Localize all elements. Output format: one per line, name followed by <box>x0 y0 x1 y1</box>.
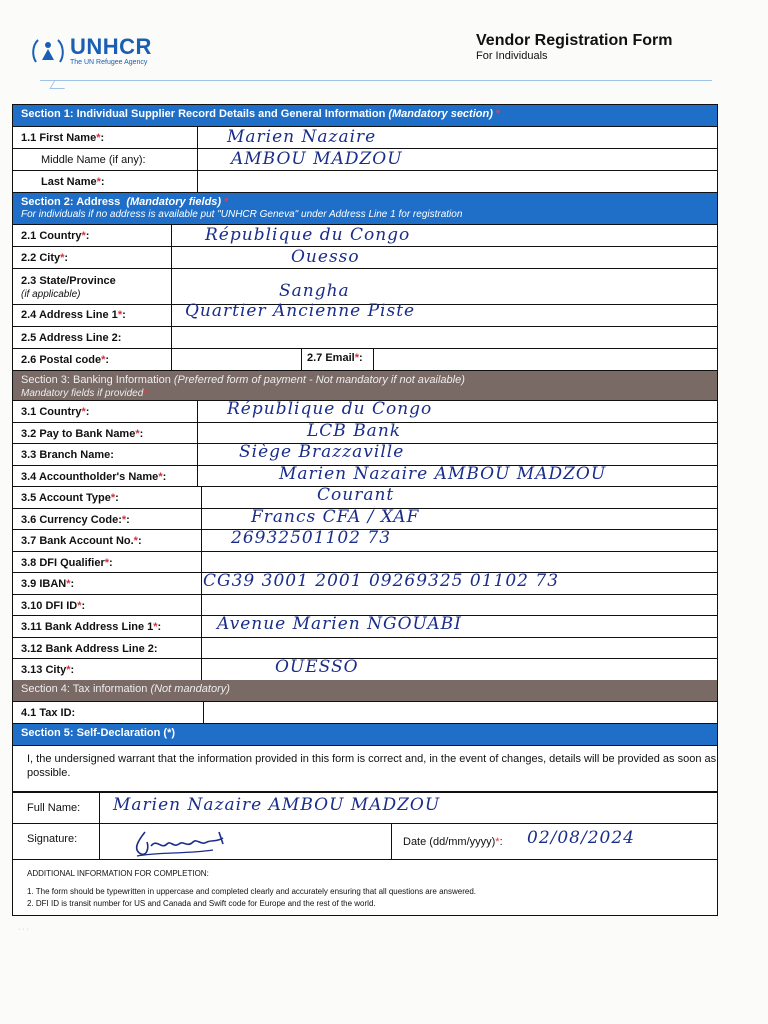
signature-mark <box>127 828 247 858</box>
logo-tagline: The UN Refugee Agency <box>70 59 148 66</box>
bank-field-value[interactable]: CG39 3001 2001 09269325 01102 73 <box>203 571 560 591</box>
middle-name-row <box>13 149 717 171</box>
scan-stamp: · · · <box>18 926 29 933</box>
logo-name: UNHCR <box>70 34 152 59</box>
bank-field-label-text: 3.7 Bank Account No. <box>21 535 134 547</box>
bank-field-label: 3.9 IBAN*: <box>21 578 75 590</box>
bank-field-label-text: 3.9 IBAN <box>21 578 67 590</box>
city-row: 2.2 City*: Ouesso <box>13 247 717 269</box>
additional-note-2: 2. DFI ID is transit number for US and Canada and Swift code for Europe and the rest of the world. <box>27 899 376 908</box>
bank-field-label: 3.6 Currency Code:*: <box>21 513 130 526</box>
bank-field-label: 3.5 Account Type*: <box>21 492 119 504</box>
header-notch <box>49 80 69 89</box>
additional-info <box>13 860 717 916</box>
bank-row <box>13 506 717 531</box>
header-divider <box>40 80 712 81</box>
section4-title-note: (Not mandatory) <box>150 683 230 695</box>
bank-field-value[interactable]: Siège Brazzaville <box>239 442 405 462</box>
first-name-label: 1.1 First Name <box>21 132 97 144</box>
bank-field-label-text: 3.8 DFI Qualifier <box>21 556 105 569</box>
state-row <box>13 269 717 305</box>
section2-note: For individuals if no address is available put "UNHCR Geneva" under Address Line 1 for registration <box>21 209 463 220</box>
bank-field-label: 3.7 Bank Account No.*: <box>21 535 142 547</box>
section2-title-note: (Mandatory fields) <box>126 196 222 208</box>
bank-field-label-text: 3.5 Account Type <box>21 492 111 504</box>
last-name-label: Last Name <box>41 176 97 188</box>
first-name-field[interactable]: Marien Nazaire <box>227 127 377 147</box>
form-title: Vendor Registration Form <box>476 32 673 49</box>
bank-row <box>13 463 717 488</box>
bank-field-label <box>21 643 158 655</box>
signature-label: Signature: <box>27 833 78 845</box>
bank-field-label-text: 3.11 Bank Address Line 1 <box>21 621 154 633</box>
bank-field-label-text: 3.2 Pay to Bank Name <box>21 427 136 440</box>
address2-row <box>13 327 717 349</box>
section5-title: Section 5: Self-Declaration (*) <box>21 727 176 739</box>
bank-field-label-text: 3.10 DFI ID <box>21 599 78 612</box>
unhcr-logo <box>30 36 152 66</box>
declaration-row <box>13 746 717 792</box>
bank-row <box>13 638 717 660</box>
bank-field-label: 3.1 Country*: <box>21 406 90 418</box>
bank-row <box>13 487 717 509</box>
bank-row <box>13 530 717 552</box>
bank-field-value[interactable]: 26932501102 73 <box>231 528 392 548</box>
section5-header <box>13 724 717 746</box>
bank-field-label-text: 3.6 Currency Code: <box>21 513 122 526</box>
address1-label: 2.4 Address Line 1 <box>21 309 118 321</box>
state-sublabel: (if applicable) <box>21 289 81 300</box>
tax-id-label: 4.1 Tax ID: <box>21 707 76 719</box>
section4-title: Section 4: Tax information <box>21 683 148 695</box>
bank-field-label-text: 3.1 Country <box>21 406 82 418</box>
bank-field-label-text: 3.3 Branch Name: <box>21 449 114 461</box>
bank-row <box>13 552 717 574</box>
tax-id-row <box>13 702 717 724</box>
bank-field-label-text: 3.12 Bank Address Line 2: <box>21 642 158 655</box>
bank-field-value[interactable]: Avenue Marien NGOUABI <box>217 614 462 634</box>
section3-title-note: (Preferred form of payment - Not mandatory if not available) <box>173 374 465 386</box>
country-field[interactable]: République du Congo <box>205 225 411 245</box>
middle-name-field[interactable]: AMBOU MADZOU <box>231 149 403 169</box>
date-label: Date (dd/mm/yyyy) <box>403 836 496 848</box>
bank-row <box>13 401 717 423</box>
address1-row: 2.4 Address Line 1*: Quartier Ancienne Piste <box>13 305 717 327</box>
section2-title: Section 2: Address <box>21 196 121 208</box>
last-name-row: Last Name*: <box>13 171 717 193</box>
bank-row <box>13 444 717 466</box>
section3-note: Mandatory fields if provided <box>21 388 144 399</box>
bank-field-label: 3.2 Pay to Bank Name*: <box>21 427 144 440</box>
section3-header: Section 3: Banking Information (Preferred form of payment - Not mandatory if not available) Mandatory fields if provided* <box>13 371 717 401</box>
postal-email-row: 2.6 Postal code*: 2.7 Email*: <box>13 349 717 371</box>
section2-header: Section 2: Address (Mandatory fields) * For individuals if no address is available put "UNHCR Geneva" under Address Line 1 for registration <box>13 193 717 225</box>
state-label: 2.3 State/Province <box>21 275 116 287</box>
bank-field-label-text: 3.4 Accountholder's Name <box>21 470 159 483</box>
bank-row <box>13 595 717 617</box>
bank-field-label: 3.11 Bank Address Line 1*: <box>21 621 162 633</box>
section1-title: Section 1: Individual Supplier Record Details and General Information <box>21 108 386 120</box>
laurel-person-icon <box>30 36 66 66</box>
bank-field-value[interactable]: République du Congo <box>227 399 433 419</box>
declaration-text: I, the undersigned warrant that the information provided in this form is correct and, in the event of changes, details will be provided as soon as possible. <box>27 753 717 779</box>
additional-note-1: 1. The form should be typewritten in uppercase and completed clearly and accurately ensuring that all questions are answered. <box>27 887 476 896</box>
bank-row <box>13 616 717 638</box>
country-row: 2.1 Country*: République du Congo <box>13 225 717 247</box>
section3-title: Section 3: Banking Information <box>21 374 171 386</box>
section1-title-note: (Mandatory section) <box>388 108 493 120</box>
middle-name-label: Middle Name (if any): <box>41 154 146 166</box>
section1-header: Section 1: Individual Supplier Record Details and General Information (Mandatory section) * <box>13 105 717 127</box>
city-label: 2.2 City <box>21 252 61 264</box>
vendor-form <box>12 104 718 916</box>
bank-field-label <box>21 449 114 461</box>
bank-field-value[interactable]: Marien Nazaire AMBOU MADZOU <box>279 463 607 484</box>
bank-field-label: 3.4 Accountholder's Name*: <box>21 470 167 483</box>
bank-row <box>13 420 717 445</box>
state-field[interactable]: Sangha <box>279 281 350 301</box>
full-name-label: Full Name: <box>27 802 81 814</box>
bank-field-label: 3.13 City*: <box>21 664 75 676</box>
email-label: 2.7 Email <box>307 352 355 364</box>
address2-label: 2.5 Address Line 2: <box>21 332 122 344</box>
form-subtitle: For Individuals <box>476 50 548 62</box>
bank-row <box>13 659 717 681</box>
city-field[interactable]: Ouesso <box>291 247 360 267</box>
bank-field-value[interactable]: Francs CFA / XAF <box>251 506 420 527</box>
signature-row: Signature: Date (dd/mm/yyyy)*: 02/08/2024 <box>13 824 717 860</box>
section4-header <box>13 680 717 702</box>
bank-row <box>13 573 717 595</box>
full-name-field[interactable]: Marien Nazaire AMBOU MADZOU <box>113 795 441 815</box>
bank-field-value[interactable]: LCB Bank <box>307 420 402 441</box>
country-label: 2.1 Country <box>21 230 82 242</box>
bank-field-label: 3.8 DFI Qualifier*: <box>21 556 113 569</box>
bank-field-value[interactable]: OUESSO <box>275 657 359 677</box>
bank-field-label: 3.10 DFI ID*: <box>21 599 86 612</box>
bank-field-label-text: 3.13 City <box>21 664 67 676</box>
additional-title: ADDITIONAL INFORMATION FOR COMPLETION: <box>27 869 209 878</box>
address1-field[interactable]: Quartier Ancienne Piste <box>185 301 416 321</box>
date-field[interactable]: 02/08/2024 <box>527 828 635 848</box>
postal-label: 2.6 Postal code <box>21 354 102 366</box>
first-name-row: 1.1 First Name*: Marien Nazaire <box>13 127 717 149</box>
bank-field-value[interactable]: Courant <box>317 485 395 505</box>
full-name-row <box>13 792 717 824</box>
